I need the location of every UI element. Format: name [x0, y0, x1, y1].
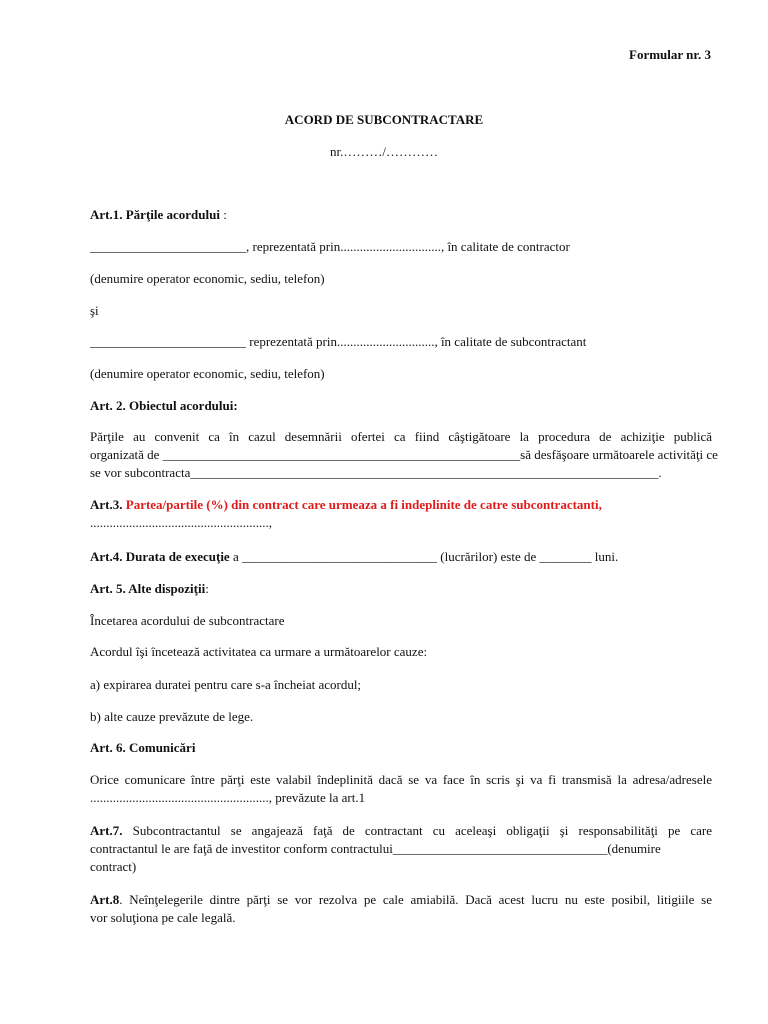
art5-colon: :	[205, 581, 209, 596]
art4-label: Art.4. Durata de execuţie	[90, 549, 230, 564]
art1-label: Art.1. Părţile acordului	[90, 207, 220, 222]
art7-line-2	[90, 840, 661, 857]
art2-line-1: Părţile au convenit ca în cazul desemnării ofertei ca fiind câştigătoare la procedura de achiziţie publică	[90, 429, 712, 444]
art2-line-2	[90, 446, 718, 463]
subcontractor-text: reprezentată prin.............................., în calitate de subcontractant	[246, 334, 587, 349]
art4-mid-text: (lucrărilor) este de	[437, 549, 540, 564]
document-title: ACORD DE SUBCONTRACTARE	[284, 112, 484, 127]
art8-line-1	[90, 891, 712, 908]
art6-line-2: ......................................................., prevăzute la art.1	[90, 790, 366, 805]
art3-label: Art.3.	[90, 497, 123, 512]
art1-and: şi	[90, 303, 99, 318]
art8-label: Art.8	[90, 892, 120, 907]
art2-activities-blank: ________________________________________________________________________	[190, 465, 659, 480]
art7-line-1	[90, 822, 712, 839]
art2-line-3	[90, 464, 662, 481]
art4-months-blank: ________	[539, 549, 592, 564]
art2-activities-text: să desfăşoare următoarele activităţi ce	[520, 447, 718, 462]
art8-line-2: vor soluţiona pe cale legală.	[90, 910, 236, 925]
art4-line	[90, 548, 618, 565]
art1-colon: :	[219, 207, 227, 222]
art4-works-blank: ______________________________	[242, 549, 437, 564]
art3-line-1	[90, 496, 602, 513]
art2-organizer-blank: _______________________________________________________	[162, 447, 521, 462]
art2-period: .	[658, 465, 662, 480]
document-number-line: nr.………/…………	[330, 144, 438, 159]
art6-line-1: Orice comunicare între părţi este valabil îndeplinită dacă se va face în scris şi va fi transmisă la adresa/adresele	[90, 772, 712, 787]
art1-subcontractor-line	[90, 333, 586, 350]
subcontractor-blank: ________________________	[90, 334, 246, 349]
contractor-text: , reprezentată prin..............................., în calitate de contractor	[246, 239, 570, 254]
art5-heading	[90, 580, 209, 597]
art7-text-3: (denumire	[607, 841, 661, 856]
art1-contractor-line	[90, 238, 570, 255]
art4-a: a	[229, 549, 242, 564]
art5-label: Art. 5. Alte dispoziţii	[90, 581, 206, 596]
art4-end-text: luni.	[591, 549, 619, 564]
art7-contract-blank: _________________________________	[392, 841, 608, 856]
art1-note-1: (denumire operator economic, sediu, telefon)	[90, 271, 325, 286]
art2-heading: Art. 2. Obiectul acordului:	[90, 398, 238, 413]
art5-item-a: a) expirarea duratei pentru care s-a încheiat acordul;	[90, 677, 362, 692]
art5-intro: Acordul îşi încetează activitatea ca urmare a următoarelor cauze:	[90, 644, 428, 659]
art5-item-b: b) alte cauze prevăzute de lege.	[90, 709, 254, 724]
art1-heading	[90, 206, 227, 223]
art5-subtitle: Încetarea acordului de subcontractare	[90, 613, 285, 628]
art7-text-2: contractantul le are faţă de investitor conform contractului	[90, 841, 393, 856]
art7-label: Art.7.	[90, 823, 123, 838]
art3-highlighted-text: Partea/partile (%) din contract care urmeaza a fi indeplinite de catre subcontractanti,	[122, 497, 602, 512]
contractor-blank: ________________________	[90, 239, 246, 254]
form-number: Formular nr. 3	[629, 47, 711, 62]
art7-text-1: Subcontractantul se angajează faţă de contractant cu aceleaşi obligaţii şi responsabilităţi pe care	[122, 823, 712, 838]
art6-heading: Art. 6. Comunicări	[90, 740, 196, 755]
art8-text-1: . Neînţelegerile dintre părţi se vor rezolva pe cale amiabilă. Dacă acest lucru nu este posibil, litigiile se	[119, 892, 712, 907]
art7-line-3: contract)	[90, 859, 137, 874]
art1-note-2: (denumire operator economic, sediu, telefon)	[90, 366, 325, 381]
art2-organized-by: organizată de	[90, 447, 163, 462]
art2-subcontract-text: se vor subcontracta	[90, 465, 191, 480]
art3-dots: .......................................................,	[90, 515, 272, 530]
